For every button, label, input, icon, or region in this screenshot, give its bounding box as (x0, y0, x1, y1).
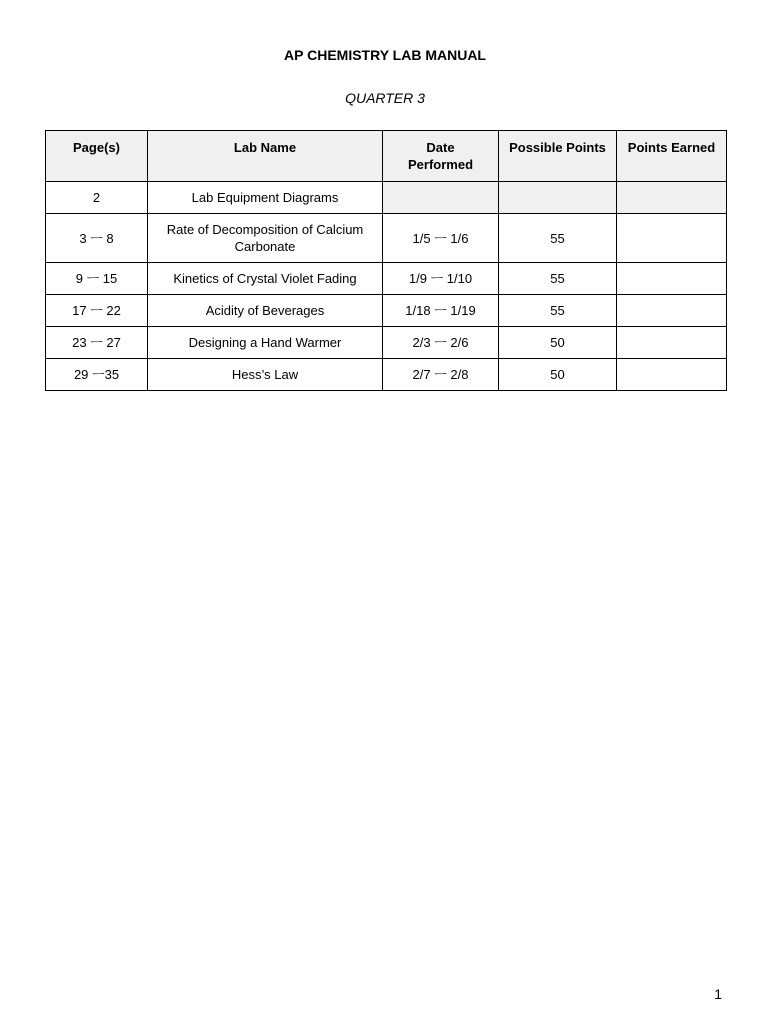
cell-points-earned (617, 295, 727, 327)
cell-possible-points: 55 (499, 295, 617, 327)
header-points-earned: Points Earned (617, 131, 727, 182)
header-date-line1: Date (426, 140, 455, 155)
cell-pages: 29 ㅡ35 (46, 359, 148, 391)
cell-pages: 17 ㅡ 22 (46, 295, 148, 327)
cell-points-earned (617, 359, 727, 391)
table-row (46, 359, 727, 391)
cell-possible-points (499, 182, 617, 214)
cell-lab-name: Hess’s Law (148, 359, 383, 391)
cell-points-earned (617, 182, 727, 214)
table-row (46, 214, 727, 263)
cell-points-earned (617, 327, 727, 359)
cell-points-earned (617, 263, 727, 295)
table-row (46, 295, 727, 327)
document-title: AP CHEMISTRY LAB MANUAL (284, 47, 486, 63)
document-subtitle: QUARTER 3 (345, 90, 425, 106)
cell-pages: 9 ㅡ 15 (46, 263, 148, 295)
cell-date (383, 182, 499, 214)
cell-possible-points: 55 (499, 214, 617, 263)
table-row (46, 182, 727, 214)
header-date-performed (383, 131, 499, 182)
cell-lab-name: Acidity of Beverages (148, 295, 383, 327)
cell-date: 2/3 ㅡ 2/6 (383, 327, 499, 359)
header-date-line2: Performed (407, 157, 474, 172)
page-number: 1 (714, 986, 722, 1002)
cell-points-earned (617, 214, 727, 263)
header-possible-points: Possible Points (499, 131, 617, 182)
cell-lab-name: Lab Equipment Diagrams (148, 182, 383, 214)
cell-date: 1/9 ㅡ 1/10 (383, 263, 499, 295)
cell-date: 1/18 ㅡ 1/19 (383, 295, 499, 327)
table-header-row (46, 131, 727, 182)
header-lab-name: Lab Name (148, 131, 383, 182)
cell-pages: 3 ㅡ 8 (46, 214, 148, 263)
table-row (46, 263, 727, 295)
lab-schedule-table (45, 130, 727, 391)
cell-date: 2/7 ㅡ 2/8 (383, 359, 499, 391)
cell-possible-points: 55 (499, 263, 617, 295)
cell-lab-name: Kinetics of Crystal Violet Fading (148, 263, 383, 295)
cell-date: 1/5 ㅡ 1/6 (383, 214, 499, 263)
header-pages: Page(s) (46, 131, 148, 182)
cell-pages: 23 ㅡ 27 (46, 327, 148, 359)
cell-pages: 2 (46, 182, 148, 214)
cell-possible-points: 50 (499, 359, 617, 391)
cell-possible-points: 50 (499, 327, 617, 359)
table-row (46, 327, 727, 359)
cell-lab-name: Rate of Decomposition of Calcium Carbonate (148, 214, 383, 263)
cell-lab-name: Designing a Hand Warmer (148, 327, 383, 359)
